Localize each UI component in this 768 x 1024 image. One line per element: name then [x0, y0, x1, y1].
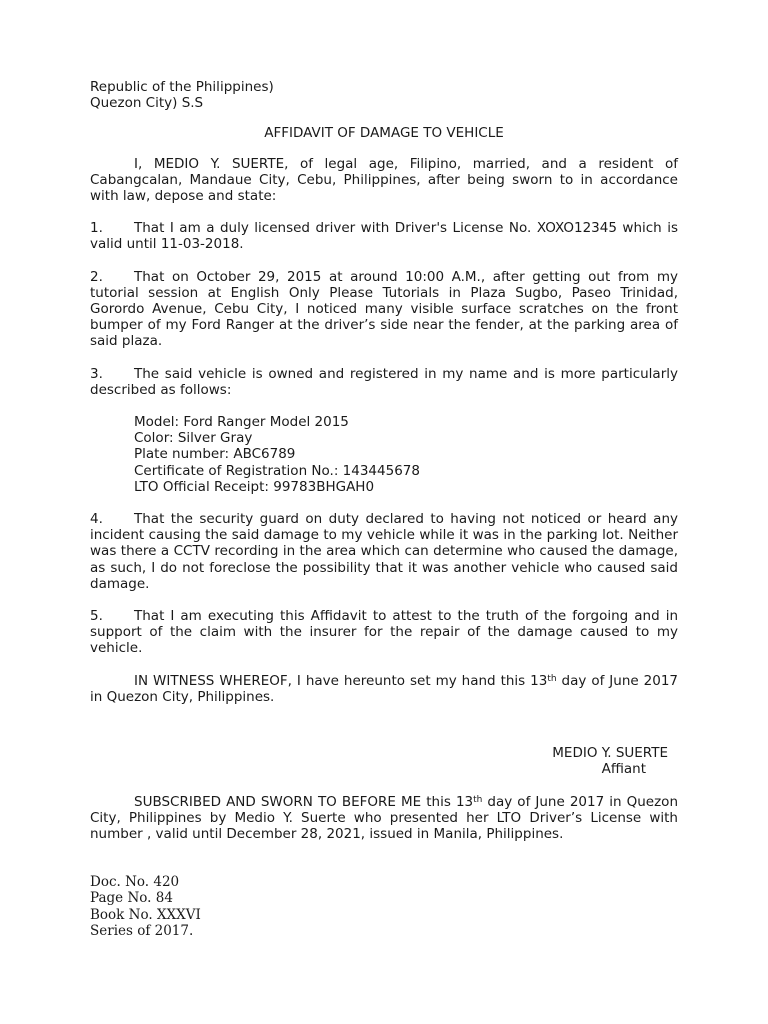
witness-ordinal: th: [547, 673, 557, 684]
affidavit-page: [90, 79, 678, 939]
numbered-paragraph-5: [90, 608, 678, 657]
witness-text-end: day of June 2017 in Quezon City, Philippines.: [90, 672, 679, 705]
jurat-text-start: SUBSCRIBED AND SWORN TO BEFORE ME this 13: [134, 793, 474, 810]
series-year: Series of 2017.: [90, 922, 194, 939]
numbered-paragraph-3: [90, 366, 678, 398]
vehicle-model: Model: Ford Ranger Model 2015: [134, 414, 349, 431]
affiant-role: Affiant: [601, 761, 646, 778]
numbered-paragraph-2: [90, 269, 678, 350]
vehicle-plate: Plate number: ABC6789: [134, 446, 296, 463]
doc-number: Doc. No. 420: [90, 874, 180, 891]
vehicle-color: Color: Silver Gray: [134, 430, 253, 447]
jurat-paragraph: [90, 794, 678, 843]
jurat-ordinal: th: [473, 794, 483, 805]
intro-paragraph: I, MEDIO Y. SUERTE, of legal age, Filipino, married, and a resident of Cabangcalan, Mandaue City, Cebu, Philippines, after being sworn to in accordance with law, depose and state:: [90, 155, 678, 205]
witness-paragraph: [90, 673, 678, 705]
affiant-name: MEDIO Y. SUERTE: [552, 745, 668, 762]
vehicle-receipt: LTO Official Receipt: 99783BHGAH0: [134, 478, 375, 495]
paragraph-number: 1.: [90, 220, 103, 237]
paragraph-number: 2.: [90, 268, 103, 285]
venue-city: Quezon City) S.S: [90, 95, 204, 112]
book-number: Book No. XXXVI: [90, 906, 201, 923]
numbered-paragraph-4: [90, 511, 678, 592]
paragraph-number: 5.: [90, 608, 103, 625]
vehicle-details: [134, 414, 678, 495]
document-title: AFFIDAVIT OF DAMAGE TO VEHICLE: [264, 125, 504, 142]
paragraph-number: 4.: [90, 511, 103, 528]
page-number: Page No. 84: [90, 890, 173, 907]
numbered-paragraph-1: [90, 220, 678, 252]
paragraph-text: That the security guard on duty declared to having not noticed or heard any incident causing the said damage to my vehicle while it was in the parking lot. Neither was there a CCTV recording in the area which can determine who caused the damage, as such, I do not foreclose the possibility that it was another vehicle who caused said damage.: [90, 511, 678, 592]
paragraph-text: That I am executing this Affidavit to attest to the truth of the forgoing and in support of the claim with the insurer for the repair of the damage caused to my vehicle.: [90, 608, 678, 657]
vehicle-registration: Certificate of Registration No.: 143445678: [134, 462, 420, 479]
venue-header: [90, 79, 678, 111]
venue-republic: Republic of the Philippines): [90, 79, 274, 95]
paragraph-text: That on October 29, 2015 at around 10:00 A.M., after getting out from my tutorial session at English Only Please Tutorials in Plaza Sugbo, Paseo Trinidad, Gorordo Avenue, Cebu City, I noticed many visible surface scratches on the front bumper of my Ford Ranger at the driver’s side near the fender, at the parking area of said plaza.: [90, 268, 678, 350]
paragraph-number: 3.: [90, 365, 103, 382]
witness-text-start: IN WITNESS WHEREOF, I have hereunto set my hand this 13: [134, 672, 548, 689]
notarial-register: [90, 874, 678, 939]
jurat-text-end: day of June 2017 in Quezon City, Philippines by Medio Y. Suerte who presented her LTO Driver’s License with number , valid until December 28, 2021, issued in Manila, Philippines.: [90, 793, 678, 842]
paragraph-text: That I am a duly licensed driver with Driver's License No. XOXO12345 which is valid until 11-03-2018.: [90, 220, 678, 253]
paragraph-text: The said vehicle is owned and registered in my name and is more particularly described as follows:: [90, 365, 678, 398]
